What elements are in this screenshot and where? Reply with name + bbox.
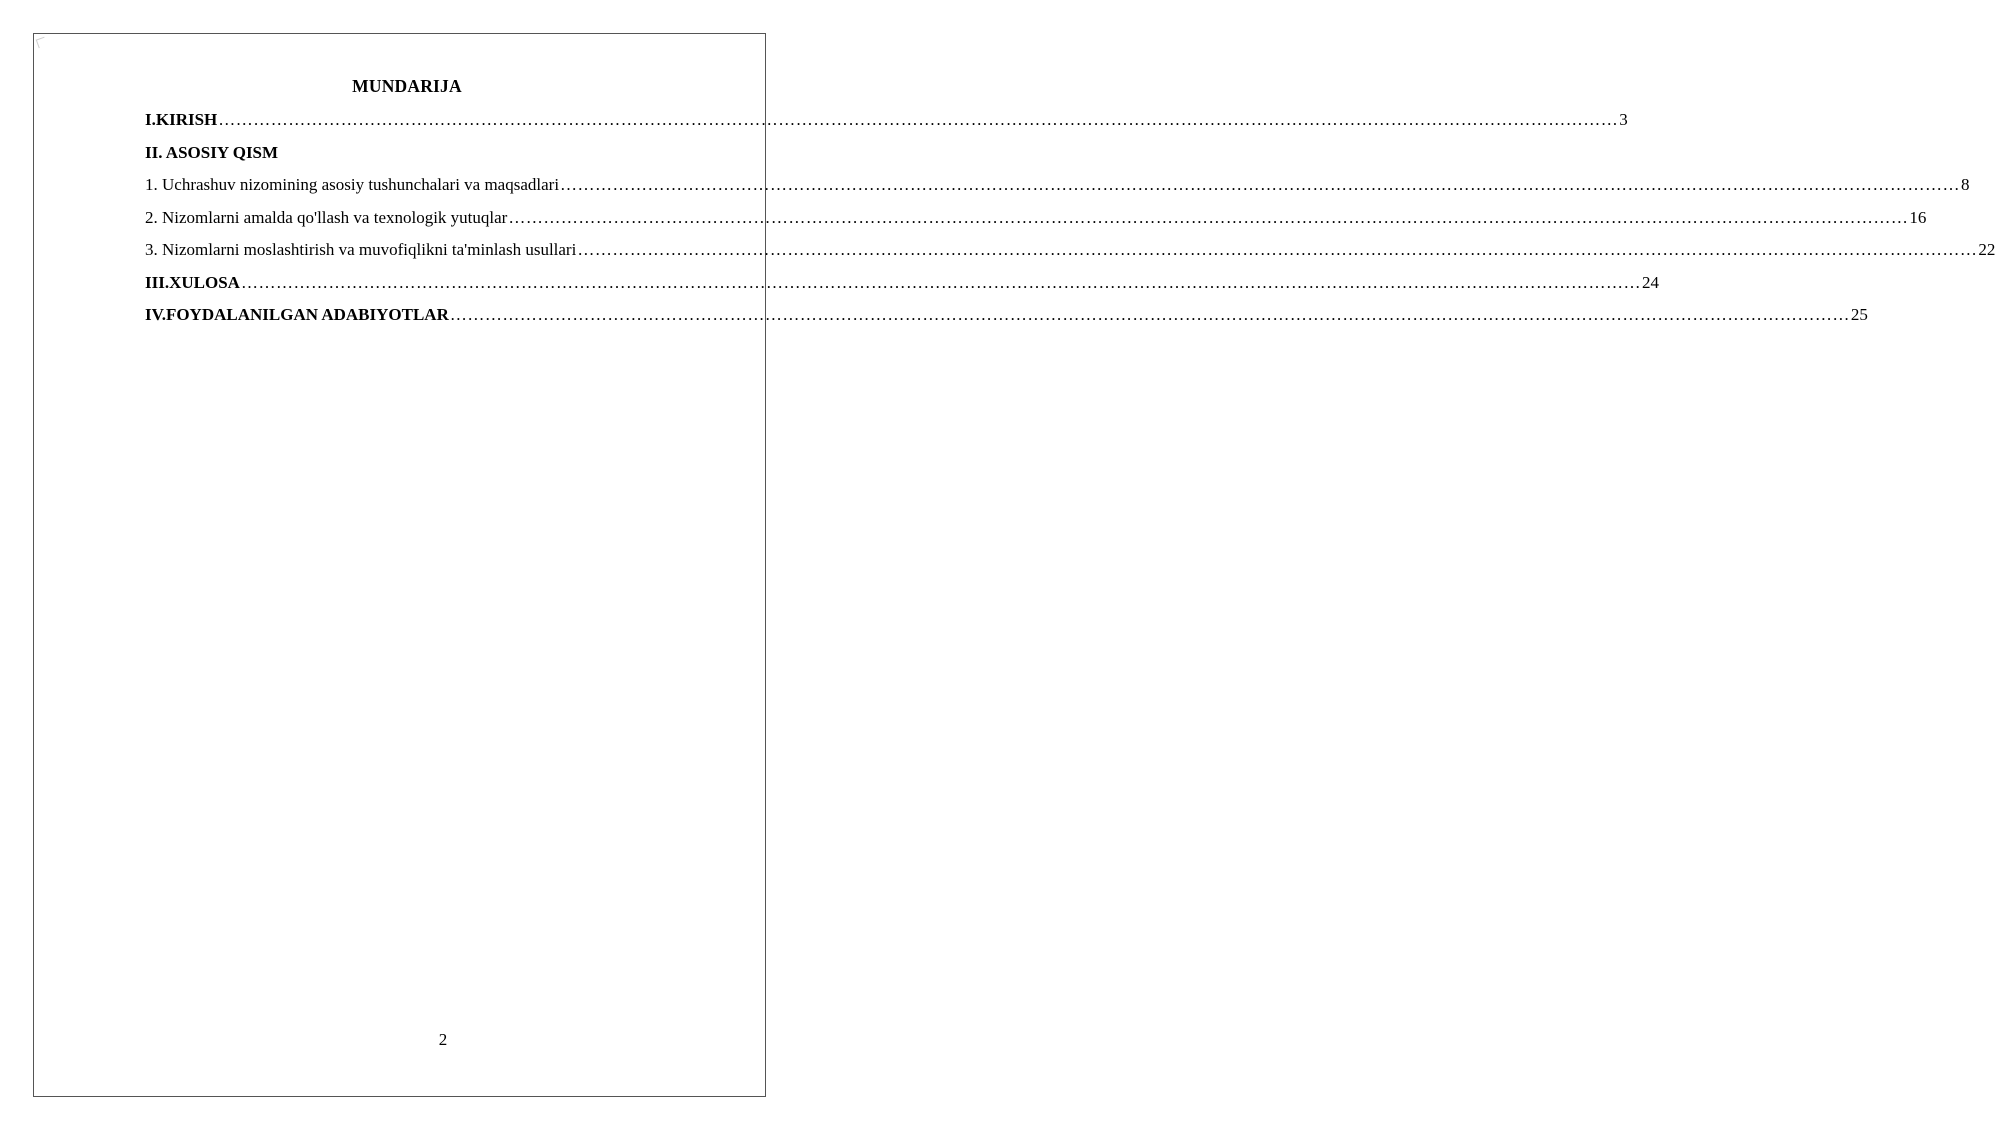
toc-dot-leader: …………………………………………………………………………………………………………………………………………………………………………………………………………………… <box>218 110 1619 129</box>
toc-entry-section-1[interactable] <box>145 173 1970 206</box>
toc-entry-label: 1. Uchrashuv nizomining asosiy tushunchalari va maqsadlari <box>145 175 560 194</box>
table-of-contents <box>145 108 1995 336</box>
toc-entry-xulosa[interactable] <box>145 271 1659 304</box>
toc-entry-adabiyotlar[interactable] <box>145 303 1868 336</box>
toc-dot-leader: …………………………………………………………………………………………………………………………………………………………………………………………………………………… <box>560 175 1961 194</box>
toc-entry-page: 16 <box>1909 207 1927 227</box>
page-number: 2 <box>438 1030 448 1049</box>
toc-entry-page: 3 <box>1619 110 1628 129</box>
toc-entry-label: I.KIRISH <box>145 110 218 129</box>
toc-entry-page: 24 <box>1641 272 1659 292</box>
toc-entry-section-3[interactable] <box>145 238 1995 271</box>
toc-entry-label: III.XULOSA <box>145 272 240 292</box>
toc-dot-leader: …………………………………………………………………………………………………………………………………………………………………………………………………………………… <box>508 207 1909 227</box>
toc-dot-leader: …………………………………………………………………………………………………………………………………………………………………………………………………………………… <box>577 240 1978 259</box>
toc-entry-kirish[interactable] <box>145 108 1628 141</box>
toc-entry-page: 25 <box>1850 305 1868 324</box>
toc-entry-section-2[interactable] <box>145 206 1927 239</box>
toc-entry-page: 8 <box>1961 175 1970 194</box>
toc-entry-label: II. ASOSIY QISM <box>145 142 279 162</box>
toc-entry-asosiy-qism[interactable] <box>145 141 741 174</box>
toc-title: MUNDARIJA <box>352 76 462 96</box>
toc-entry-label: IV.FOYDALANILGAN ADABIYOTLAR <box>145 305 449 324</box>
toc-entry-label: 2. Nizomlarni amalda qo'llash va texnologik yutuqlar <box>145 207 508 227</box>
toc-entry-page: 22 <box>1978 240 1995 259</box>
toc-dot-leader: …………………………………………………………………………………………………………………………………………………………………………………………………………………… <box>240 272 1641 292</box>
toc-dot-leader: …………………………………………………………………………………………………………………………………………………………………………………………………………………… <box>449 305 1850 324</box>
toc-entry-label: 3. Nizomlarni moslashtirish va muvofiqlikni ta'minlash usullari <box>145 240 577 259</box>
